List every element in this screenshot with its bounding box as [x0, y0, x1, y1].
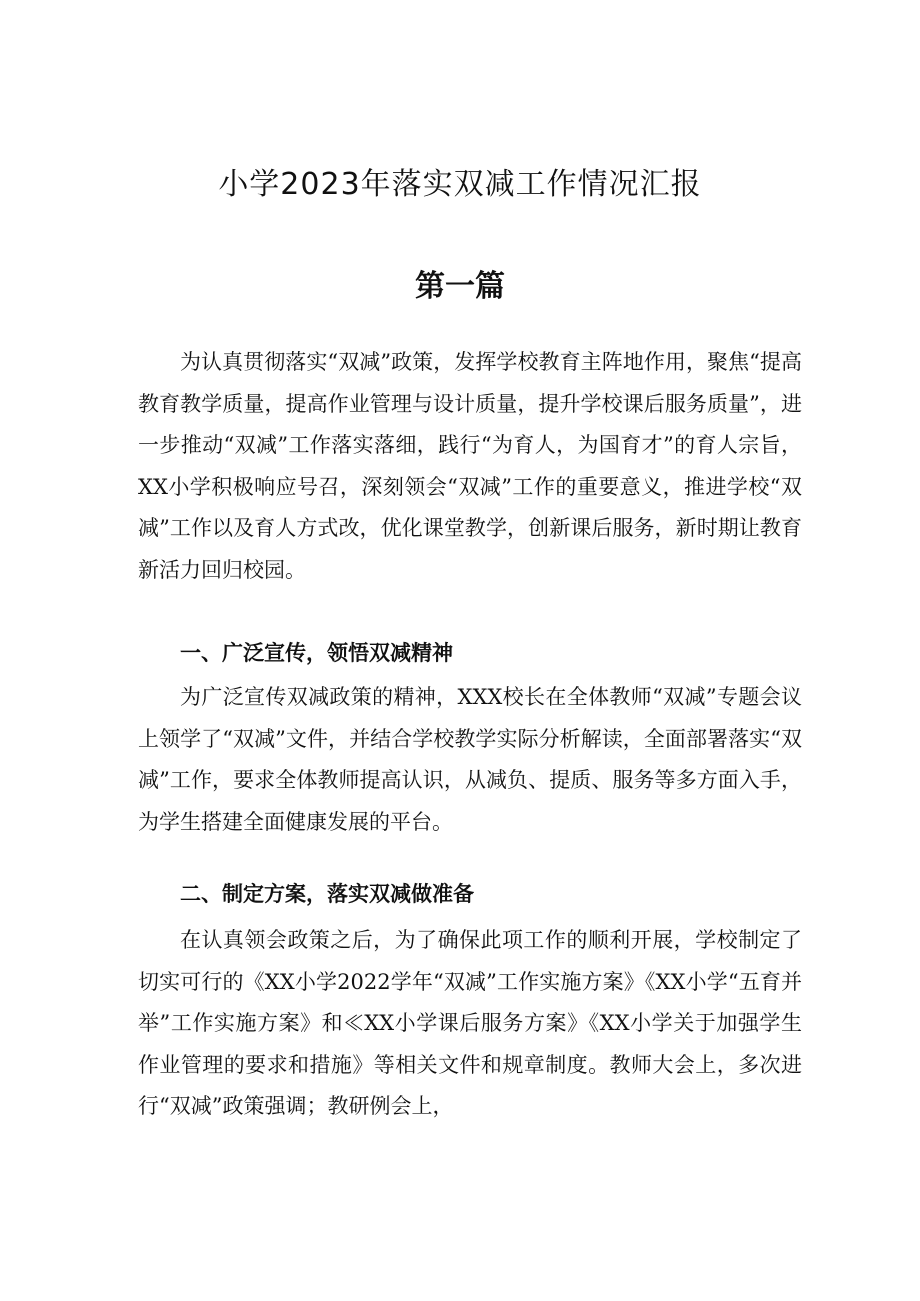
section-2-block	[138, 920, 802, 1128]
section-1-paragraph: 为广泛宣传双减政策的精神，XXX校长在全体教师“双减”专题会议上领学了“双减”文件，并结合学校教学实际分析解读，全面部署落实“双减”工作，要求全体教师提高认识，从减负、提质、服务等多方面入手，为学生搭建全面健康发展的平台。	[138, 685, 802, 834]
document-subtitle: 第一篇	[415, 269, 505, 304]
section-1-heading: 一、广泛宣传，领悟双减精神	[180, 641, 453, 665]
intro-block	[138, 342, 802, 591]
section-1-heading-block	[138, 633, 802, 675]
section-2-heading: 二、制定方案，落实双减做准备	[180, 882, 474, 906]
section-2-heading-block	[138, 874, 802, 916]
section-2-paragraph: 在认真领会政策之后，为了确保此项工作的顺利开展，学校制定了切实可行的《XX小学2022学年“双减”工作实施方案》《XX小学“五育并举”工作实施方案》和≪XX小学课后服务方案》《XX小学关于加强学生作业管理的要求和措施》等相关文件和规章制度。教师大会上，多次进行“双减”政策强调；教研例会上，	[138, 928, 802, 1118]
section-1-block	[138, 677, 802, 843]
document-title: 小学2023年落实双减工作情况汇报	[218, 167, 702, 202]
intro-paragraph: 为认真贯彻落实“双减”政策，发挥学校教育主阵地作用，聚焦“提高教育教学质量，提高作业管理与设计质量，提升学校课后服务质量”，进一步推动“双减”工作落实落细，践行“为育人，为国育才”的育人宗旨，XX小学积极响应号召，深刻领会“双减”工作的重要意义，推进学校“双减”工作以及育人方式改，优化课堂教学，创新课后服务，新时期让教育新活力回归校园。	[138, 350, 802, 582]
